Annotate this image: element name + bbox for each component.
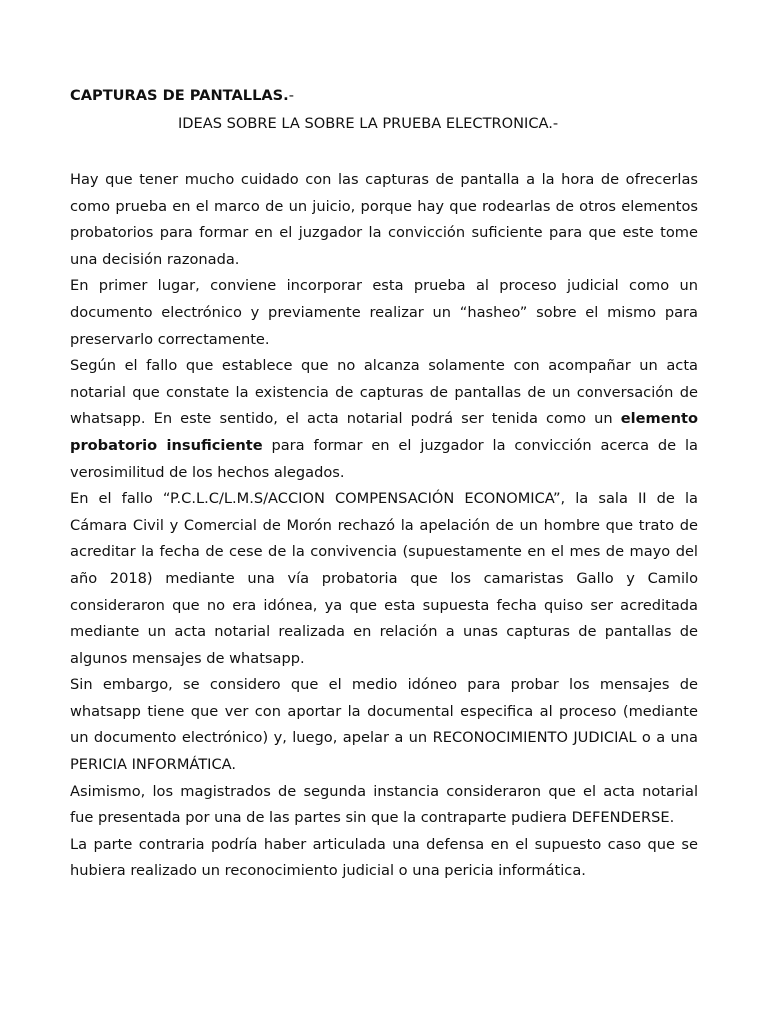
document-page — [70, 86, 698, 885]
document-title — [70, 86, 698, 106]
paragraph-4: En el fallo “P.C.L.C/L.M.S/ACCION COMPENSACIÓN ECONOMICA”, la sala II de la Cámara Civil y Comercial de Morón rechazó la apelación de un hombre que trato de acreditar la fecha de cese de la convivencia (supuestamente en el mes de mayo del año 2018) mediante una vía probatoria que los camaristas Gallo y Camilo consideraron que no era idónea, ya que esta supuesta fecha quiso ser acreditada mediante un acta notarial realizada en relación a unas capturas de pantallas de algunos mensajes de whatsapp. — [70, 490, 698, 667]
paragraph-3-bold-phrase: elemento probatorio insuficiente — [70, 410, 698, 454]
paragraph-1: Hay que tener mucho cuidado con las capturas de pantalla a la hora de ofrecerlas como prueba en el marco de un juicio, porque hay que rodearlas de otros elementos probatorios para formar en el juzgador la convicción suficiente para que este tome una decisión razonada. — [70, 171, 698, 268]
document-body — [70, 167, 698, 885]
paragraph-2: En primer lugar, conviene incorporar esta prueba al proceso judicial como un documento electrónico y previamente realizar un “hasheo” sobre el mismo para preservarlo correctamente. — [70, 277, 698, 348]
paragraph-3 — [70, 353, 698, 486]
paragraph-5: Sin embargo, se considero que el medio idóneo para probar los mensajes de whatsapp tiene que ver con aportar la documental especifica al proceso (mediante un documento electrónico) y, luego, apelar a un RECONOCIMIENTO JUDICIAL o a una PERICIA INFORMÁTICA. — [70, 676, 698, 774]
paragraph-3-text-after: para formar en el juzgador la convicción acerca de la verosimilitud de los hechos alegados. — [70, 436, 699, 481]
paragraph-6: Asimismo, los magistrados de segunda instancia consideraron que el acta notarial fue presentada por una de las partes sin que la contraparte pudiera DEFENDERSE. — [70, 782, 698, 827]
document-subtitle: IDEAS SOBRE LA SOBRE LA PRUEBA ELECTRONICA.- — [178, 115, 559, 132]
paragraph-3-text-before: Según el fallo que establece que no alcanza solamente con acompañar un acta notarial que constate la existencia de capturas de pantallas de un conversación de whatsapp. En este sentido, el acta notarial podrá ser tenida como un — [70, 357, 698, 428]
document-title-bold: CAPTURAS DE PANTALLAS. — [70, 87, 289, 104]
document-title-suffix: - — [288, 87, 295, 104]
paragraph-7: La parte contraria podría haber articulada una defensa en el supuesto caso que se hubiera realizado un reconocimiento judicial o una pericia informática. — [70, 835, 698, 880]
